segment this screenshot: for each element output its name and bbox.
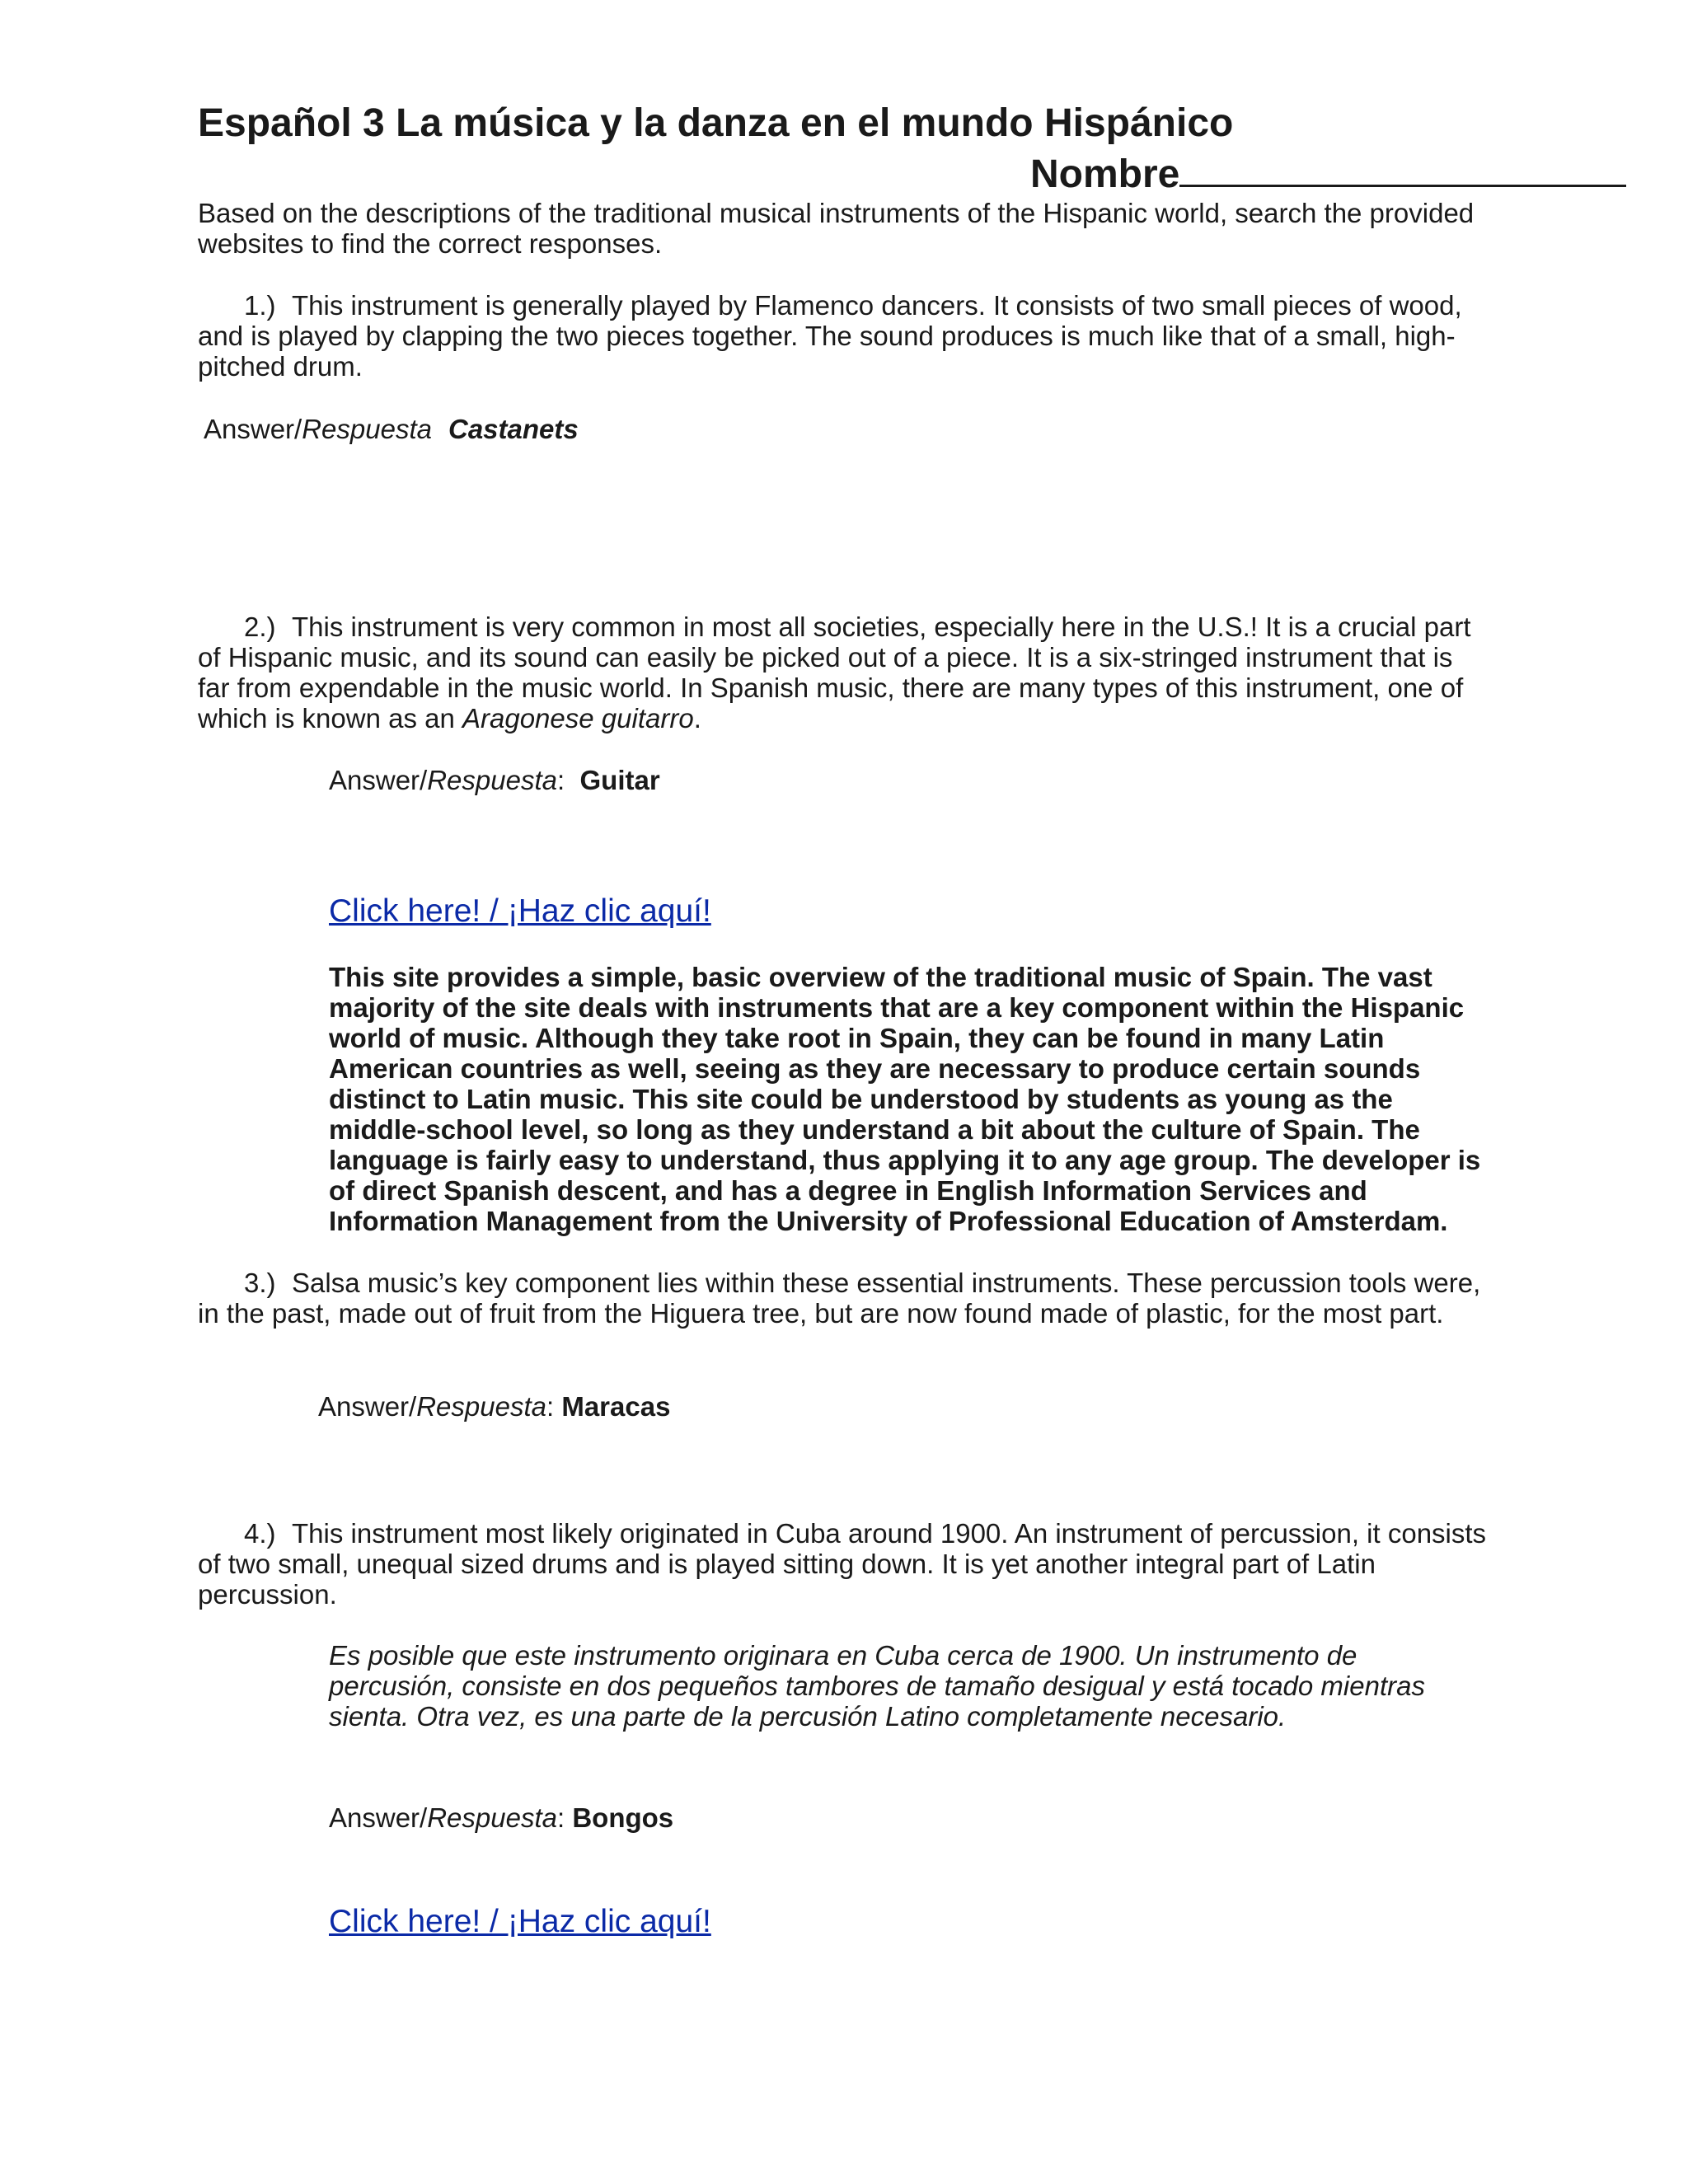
question-1	[198, 290, 1492, 382]
answer-colon: :	[546, 1391, 555, 1422]
answer-colon: :	[556, 1802, 565, 1833]
question-text-italic: Aragonese guitarro	[462, 703, 694, 733]
answer-3	[318, 1391, 670, 1422]
question-3	[198, 1268, 1492, 1329]
answer-label: Answer/	[329, 765, 428, 795]
answer-colon: :	[556, 765, 565, 795]
answer-label: Answer/	[204, 414, 302, 444]
name-blank-line[interactable]	[1179, 148, 1626, 187]
answer-value: Guitar	[579, 765, 660, 795]
question-4-spanish: Es posible que este instrumento originara en Cuba cerca de 1900. Un instrumento de percusión, consiste en dos pequeños tambores de tamaño desigual y está tocado mientras sienta. Otra vez, es una parte de la percusión Latino completamente necesario.	[329, 1640, 1425, 1732]
site-description: This site provides a simple, basic overview of the traditional music of Spain. The vast majority of the site deals with instruments that are a key component within the Hispanic world of music. Although they take root in Spain, they can be found in many Latin American countries as well, seeing as they are necessary to produce certain sounds distinct to Latin music. This site could be understood by students as young as the middle-school level, so long as they understand a bit about the culture of Spain. The language is fairly easy to understand, thus applying it to any age group. The developer is of direct Spanish descent, and has a degree in English Information Services and Information Management from the University of Professional Education of Amsterdam.	[329, 962, 1481, 1236]
answer-label-es: Respuesta	[416, 1391, 546, 1422]
answer-1	[204, 414, 579, 444]
name-field[interactable]	[1030, 148, 1626, 198]
question-text-end: .	[693, 703, 701, 733]
question-text: This instrument most likely originated in Cuba around 1900. An instrument of percussion, it consists of two small, unequal sized drums and is played sitting down. It is yet another integral part of Latin percussion.	[198, 1518, 1487, 1610]
question-text: This instrument is very common in most all societies, especially here in the U.S.! It is a crucial part of Hispanic music, and its sound can easily be picked out of a piece. It is a six-stringed instrument that is far from expendable in the music world. In Spanish music, there are many types of this instrument, one of which is known as an	[198, 612, 1471, 733]
question-number: 3.)	[244, 1268, 276, 1298]
answer-value: Bongos	[572, 1802, 674, 1833]
answer-2	[329, 765, 660, 795]
answer-label: Answer/	[318, 1391, 417, 1422]
instructions: Based on the descriptions of the traditional musical instruments of the Hispanic world, search the provided websites to find the correct responses.	[198, 198, 1475, 259]
answer-4	[329, 1802, 673, 1833]
question-2	[198, 612, 1492, 733]
answer-label-es: Respuesta	[427, 1802, 557, 1833]
website-link-2[interactable]: Click here! / ¡Haz clic aquí!	[329, 1904, 711, 1939]
question-number: 1.)	[244, 290, 276, 321]
page-title: Español 3 La música y la danza en el mundo Hispánico	[198, 101, 1234, 145]
answer-label: Answer/	[329, 1802, 428, 1833]
question-text: Salsa music’s key component lies within these essential instruments. These percussion tools were, in the past, made out of fruit from the Higuera tree, but are now found made of plastic, for the most part.	[198, 1268, 1481, 1329]
question-number: 2.)	[244, 612, 276, 642]
answer-value: Castanets	[448, 414, 579, 444]
answer-label-es: Respuesta	[427, 765, 557, 795]
answer-value: Maracas	[561, 1391, 671, 1422]
name-label: Nombre	[1030, 152, 1180, 196]
question-number: 4.)	[244, 1518, 276, 1549]
question-4	[198, 1518, 1492, 1610]
question-text: This instrument is generally played by Flamenco dancers. It consists of two small pieces of wood, and is played by clapping the two pieces together. The sound produces is much like that of a small, high-pitched drum.	[198, 290, 1462, 382]
answer-label-es: Respuesta	[302, 414, 432, 444]
website-link-1[interactable]: Click here! / ¡Haz clic aquí!	[329, 893, 711, 929]
